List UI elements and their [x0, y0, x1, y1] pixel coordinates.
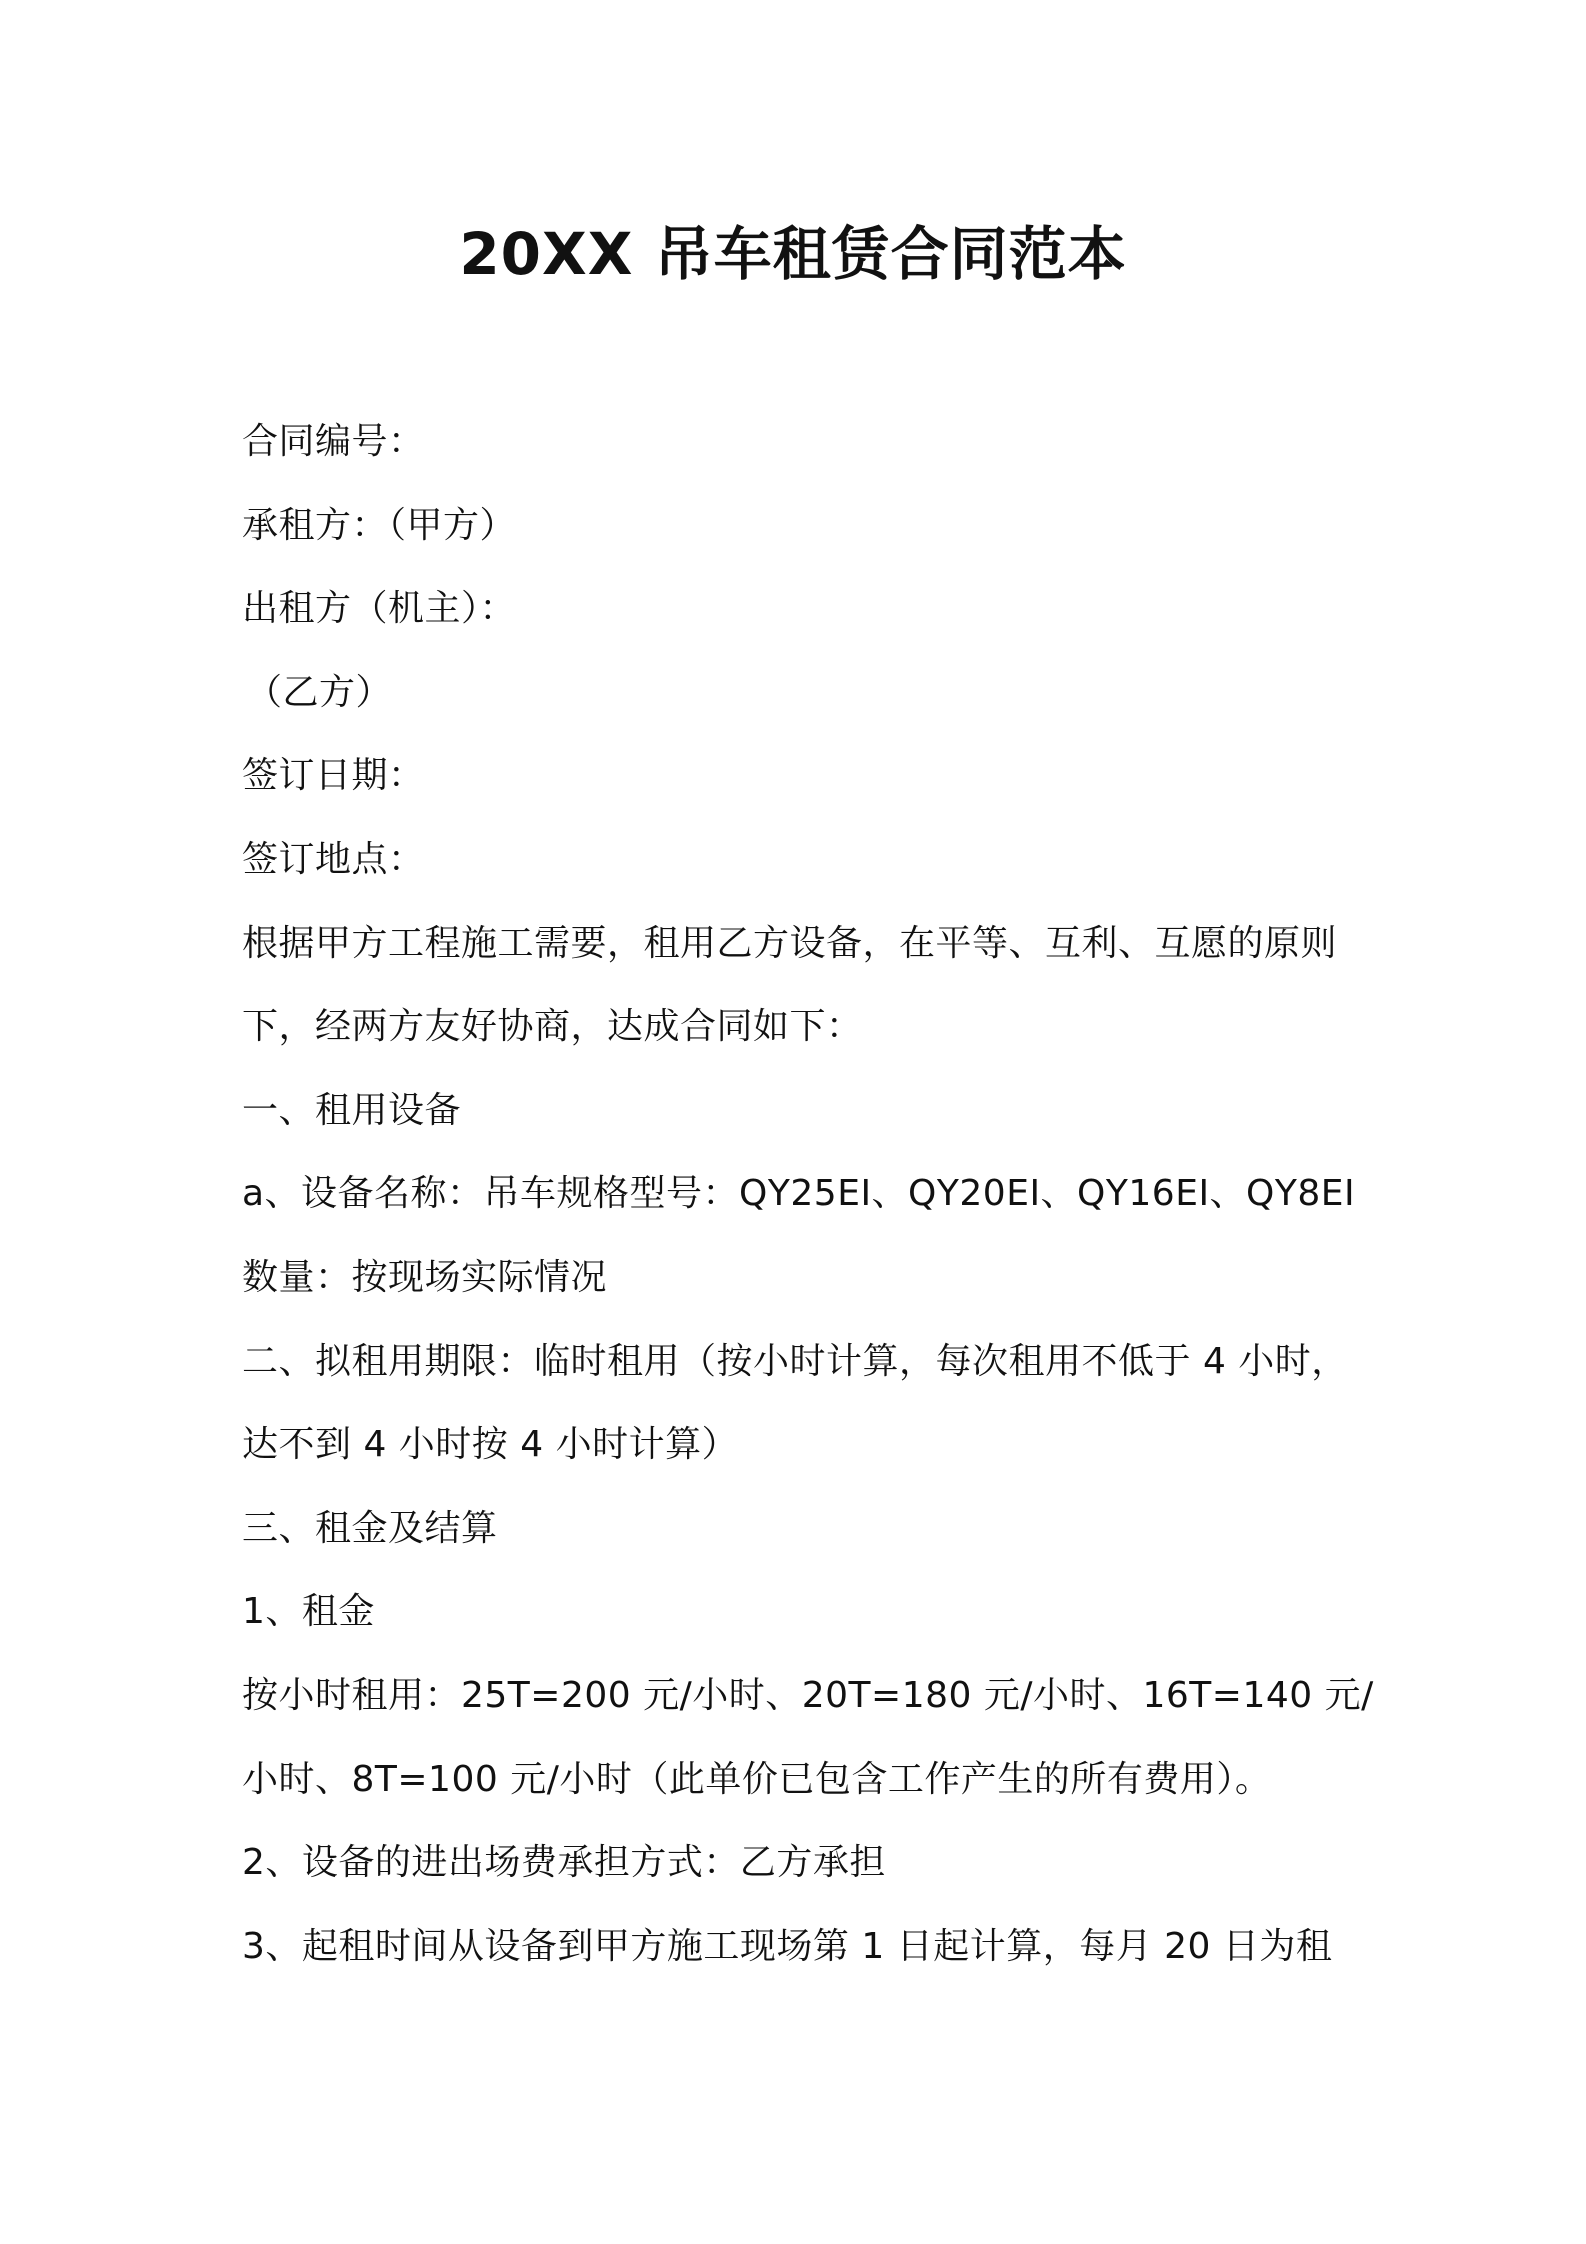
document-body	[242, 400, 1374, 1988]
section-2-line-2: 达不到 4 小时按 4 小时计算）	[242, 1424, 739, 1466]
hourly-rate-line-2: 小时、8T=100 元/小时（此单价已包含工作产生的所有费用）。	[242, 1758, 1272, 1800]
quantity-line: 数量：按现场实际情况	[242, 1256, 608, 1298]
rent-heading: 1、租金	[242, 1591, 375, 1633]
lessee-line: 承租方：（甲方）	[242, 504, 517, 546]
signing-place-line: 签订地点：	[242, 838, 425, 880]
section-3-heading: 三、租金及结算	[242, 1507, 498, 1549]
preamble-line-1: 根据甲方工程施工需要，租用乙方设备，在平等、互利、互愿的原则	[242, 922, 1338, 964]
contract-number-line: 合同编号：	[242, 421, 425, 462]
section-1-heading: 一、租用设备	[242, 1089, 462, 1131]
lessor-line: 出租方（机主）：	[242, 588, 517, 630]
document-title: 20XX 吊车租赁合同范本	[459, 220, 1127, 288]
signing-date-line: 签订日期：	[242, 755, 425, 797]
hourly-rate-line-1: 按小时租用：25T=200 元/小时、20T=180 元/小时、16T=140 元/	[242, 1674, 1374, 1716]
party-b-line: （乙方）	[246, 671, 393, 713]
transport-fee-line: 2、设备的进出场费承担方式：乙方承担	[242, 1842, 886, 1884]
equipment-name-line: a、设备名称：吊车规格型号：QY25EI、QY20EI、QY16EI、QY8EI	[242, 1173, 1356, 1215]
preamble-line-2: 下，经两方友好协商，达成合同如下：	[242, 1006, 863, 1048]
section-2-line-1: 二、拟租用期限：临时租用（按小时计算，每次租用不低于 4 小时，	[242, 1340, 1348, 1382]
rent-start-line: 3、起租时间从设备到甲方施工现场第 1 日起计算，每月 20 日为租	[242, 1925, 1333, 1967]
